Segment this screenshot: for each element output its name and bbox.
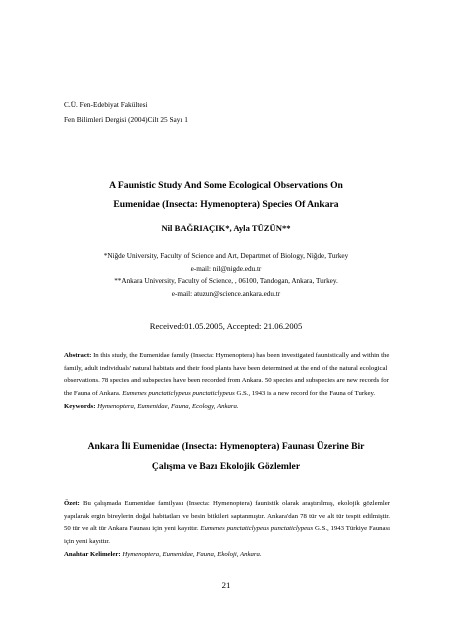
keywords-list: Hymenoptera, Eumenidae, Fauna, Ecology, Ankara. xyxy=(95,402,239,410)
journal-name: C.Ü. Fen-Edebiyat Fakültesi xyxy=(64,100,148,109)
ozet-paragraph xyxy=(64,498,390,549)
english-title-line-1: A Faunistic Study And Some Ecological Observations On xyxy=(109,180,343,191)
english-title-line-2: Eumenidae (Insecta: Hymenoptera) Species Of Ankara xyxy=(113,199,339,210)
abstract-text-2: G.S., 1943 is a new record for the Fauna of Turkey. xyxy=(234,390,376,398)
ozet xyxy=(64,498,390,562)
turkish-title-line-2: Çalışma ve Bazı Ekolojik Gözlemler xyxy=(151,461,301,472)
abstract-text-1: In this study, the Eumenidae family (Insecta: Hymenoptera) has been investigated faunistically and within the family, adult individuals' natural habitats and their food plants have been determined at the end of the natural ecological observations. 78 species and subspecies have been recorded from Ankara. 50 species and subspecies are new records for the Fauna of Ankara. xyxy=(64,352,390,398)
abstract-label: Abstract: xyxy=(64,352,92,359)
journal-volume: Fen Bilimleri Dergisi (2004)Cilt 25 Sayı 1 xyxy=(64,115,188,124)
ozet-text-1: Bu çalışmada Eumenidae familyası (Insecta: Hymenoptera) faunistik olarak araştırılmış, ekolojik gözlemler yapılarak ergin bireylerin doğal habitatları ve besin bitkileri saptanmıştır. Ankara'dan 78 tür ve alt tür tespit edilmiştir. 50 tür ve alt tür Ankara Faunası için yeni kayıttır. xyxy=(64,500,390,533)
abstract-keywords xyxy=(64,401,390,414)
page-number: 21 xyxy=(221,580,231,590)
email-2: e-mail: atuzun@science.ankara.edu.tr xyxy=(171,290,281,299)
turkish-title-line-1: Ankara İli Eumenidae (Insecta: Hymenoptera) Faunası Üzerine Bir xyxy=(87,441,365,452)
anahtar-kelimeler-label: Anahtar Kelimeler: xyxy=(64,550,121,558)
journal-header xyxy=(64,97,188,127)
ozet-label: Özet: xyxy=(64,500,80,507)
affiliation-1: *Niğde University, Faculty of Science and Art, Departmet of Biology, Niğde, Turkey xyxy=(103,252,349,260)
authors: Nil BAĞRIAÇIK*, Ayla TÜZÜN** xyxy=(161,223,291,233)
abstract-species-name: Eumenes punctaticlypeus punctaticlypeus xyxy=(122,390,235,398)
received-accepted-dates: Received:01.05.2005, Accepted: 21.06.2005 xyxy=(149,321,303,331)
abstract-paragraph xyxy=(64,350,390,401)
ozet-species-name: Eumenes punctaticlypeus punctaticlypeus xyxy=(200,525,314,533)
anahtar-kelimeler-list: Hymenoptera, Eumenidae, Fauna, Ekoloji, Ankara. xyxy=(120,550,262,558)
turkish-title xyxy=(40,437,412,477)
ozet-text-2: G.S., 1943 Türkiye Faunası için yeni kayıttır. xyxy=(64,525,390,546)
english-title xyxy=(40,176,412,214)
keywords-label: Keywords: xyxy=(64,402,96,410)
email-1: e-mail: nil@nigde.edu.tr xyxy=(190,264,262,273)
affiliations xyxy=(40,250,412,301)
abstract xyxy=(64,350,390,414)
ozet-keywords xyxy=(64,549,390,562)
affiliation-2: **Ankara University, Faculty of Science, , 06100, Tandogan, Ankara, Turkey. xyxy=(114,277,338,286)
